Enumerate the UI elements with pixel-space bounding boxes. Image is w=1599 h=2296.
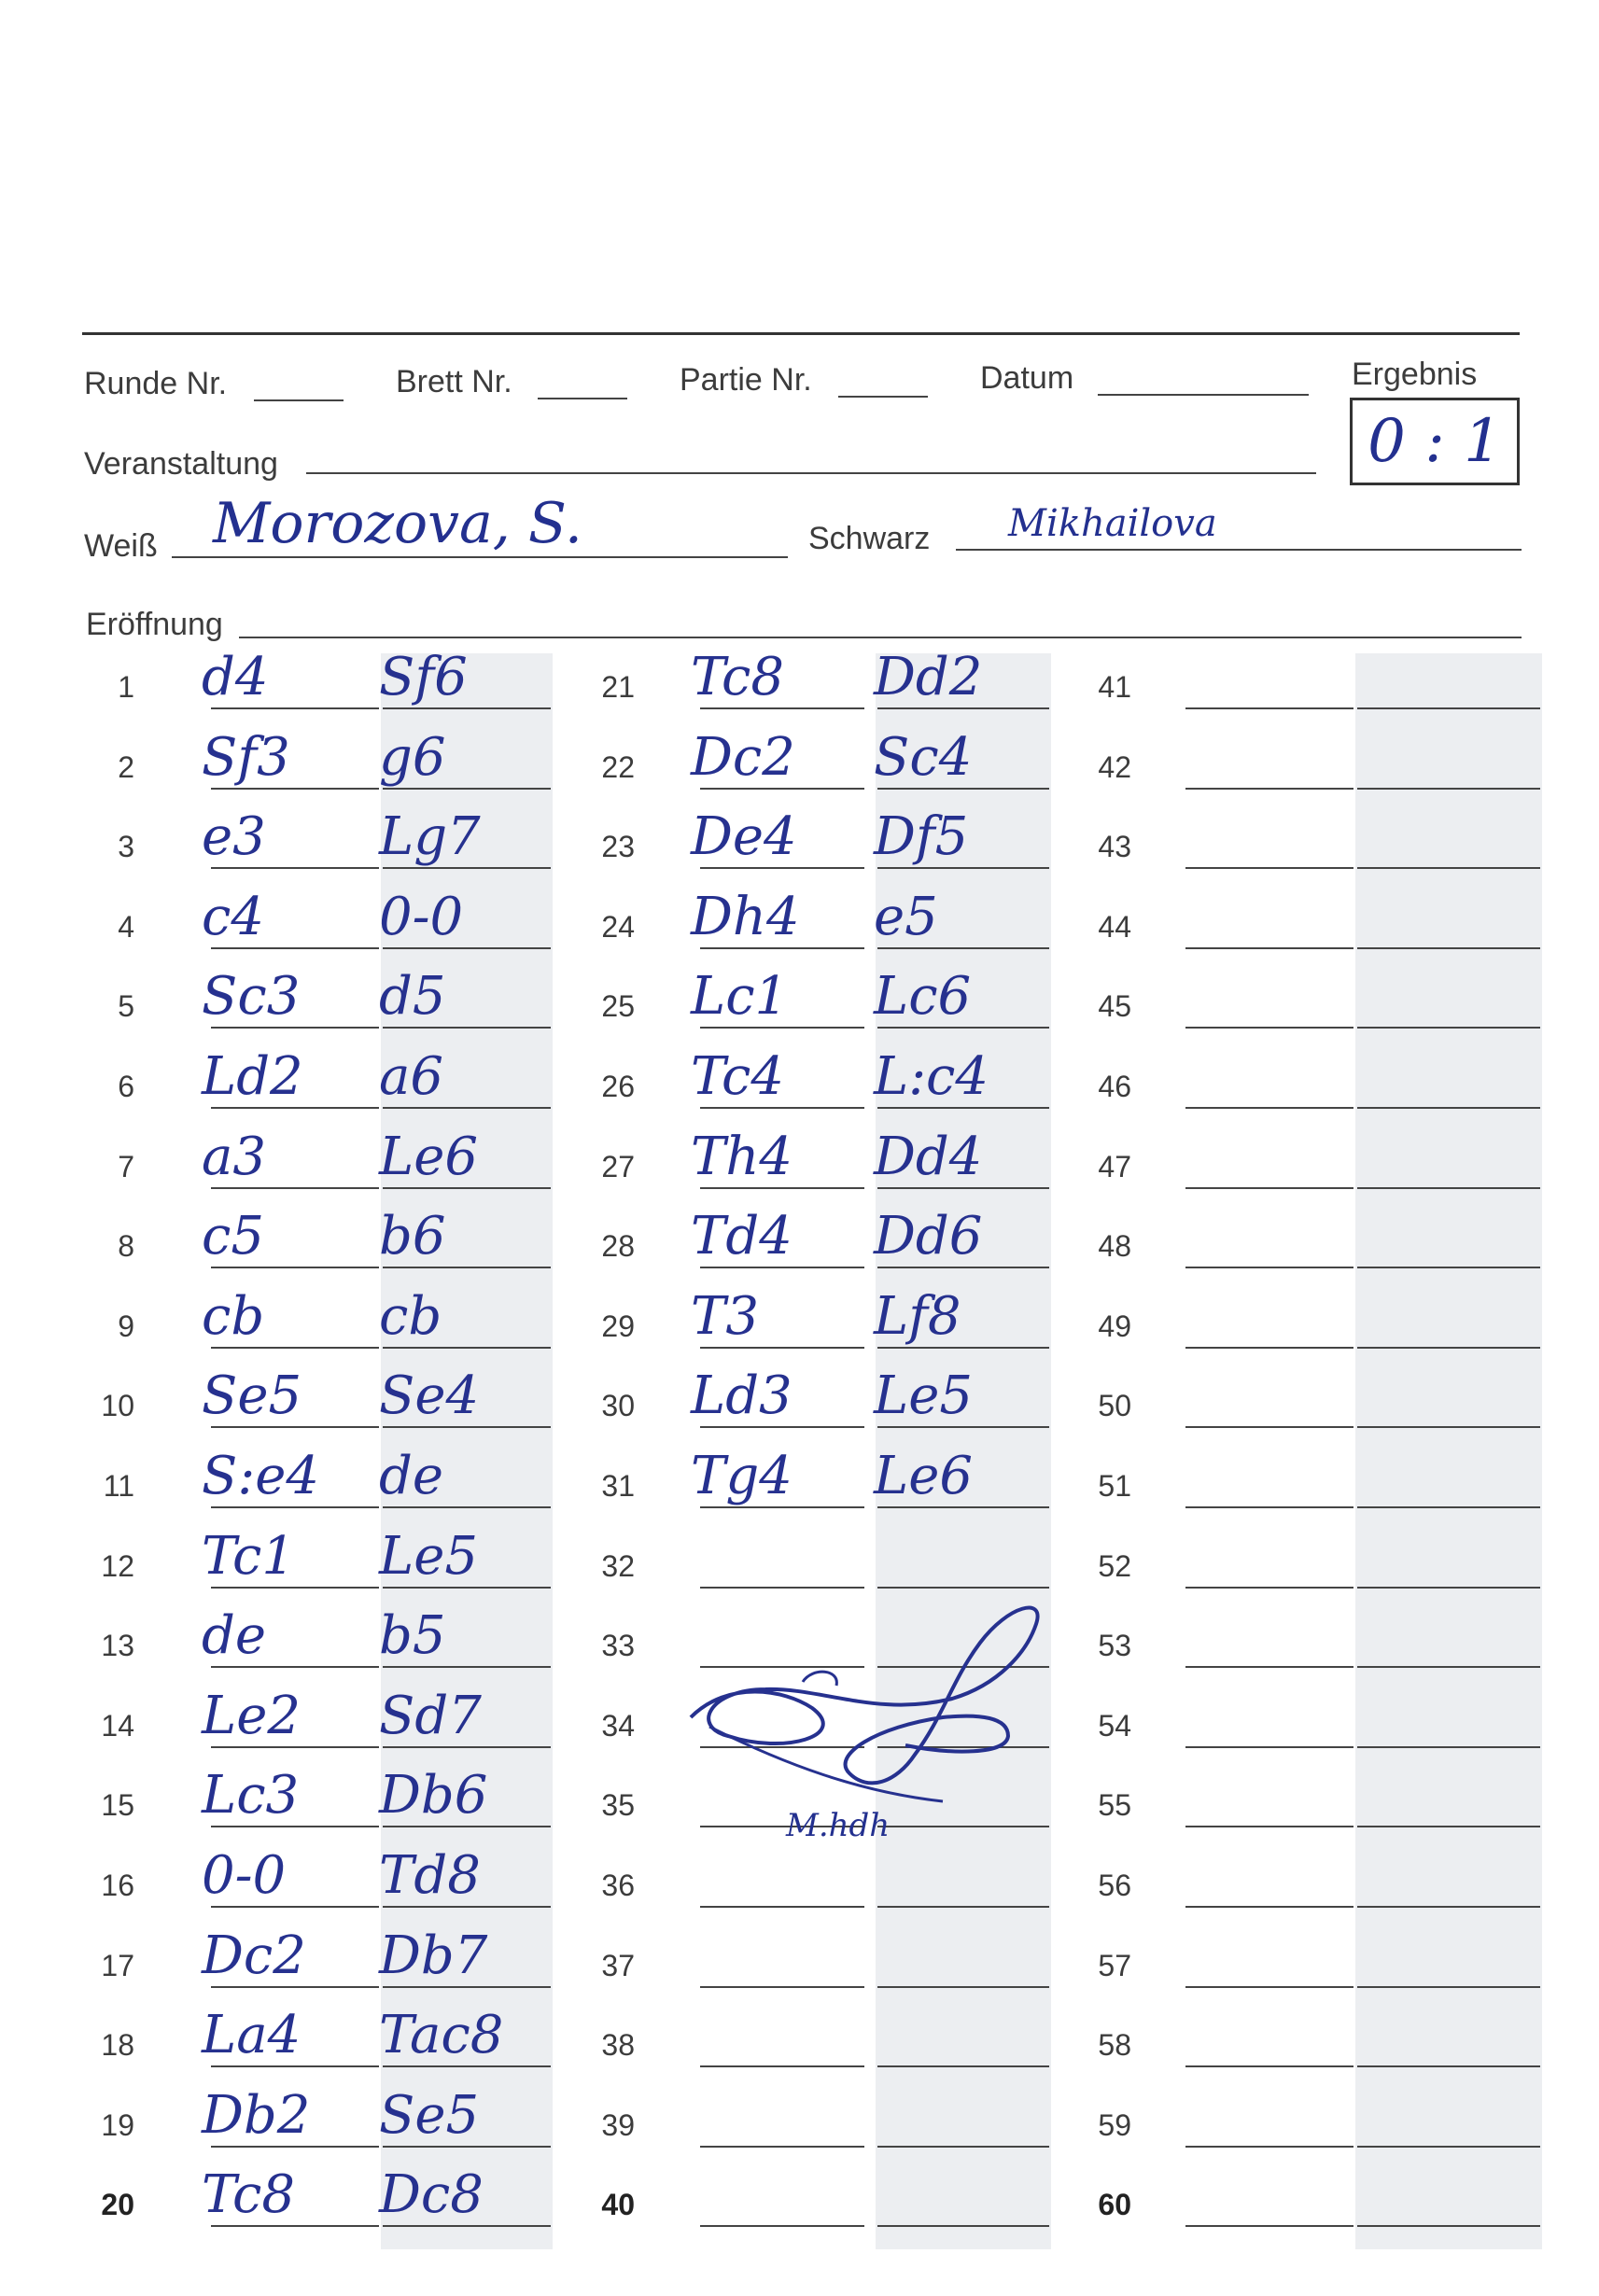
black-move-field[interactable]	[877, 1267, 1049, 1268]
black-move-field[interactable]	[877, 1986, 1049, 1988]
black-move-field[interactable]	[1357, 947, 1540, 949]
move-number: 12	[101, 1548, 134, 1583]
black-move-field[interactable]	[383, 2146, 551, 2148]
black-move-field[interactable]	[1357, 2146, 1540, 2148]
white-move-field[interactable]	[1185, 2146, 1354, 2148]
black-move-field[interactable]	[1357, 2065, 1540, 2067]
white-move-field[interactable]	[700, 707, 864, 709]
black-move-field[interactable]	[877, 1107, 1049, 1109]
white-move: Lc3	[202, 1765, 300, 1827]
move-number: 35	[601, 1788, 635, 1823]
move-number: 37	[601, 1948, 635, 1982]
white-move-field[interactable]	[211, 1986, 379, 1988]
black-move-field[interactable]	[1357, 1986, 1540, 1988]
signature-scribble	[672, 1577, 1064, 1820]
black-move-field[interactable]	[877, 1906, 1049, 1908]
white-move-field[interactable]	[1185, 1587, 1354, 1589]
black-move-field[interactable]	[1357, 1906, 1540, 1908]
white-move-field[interactable]	[1185, 1826, 1354, 1827]
black-move-field[interactable]	[1357, 1506, 1540, 1508]
black-move: Df5	[874, 806, 969, 868]
black-move-field[interactable]	[1357, 867, 1540, 869]
white-move: Sf3	[202, 726, 290, 788]
black-move: Db6	[379, 1765, 488, 1827]
black-move-field[interactable]	[383, 1826, 551, 1827]
move-number: 14	[101, 1708, 134, 1743]
move-number: 29	[601, 1309, 635, 1343]
white-move-field[interactable]	[700, 1426, 864, 1428]
white-move-field[interactable]	[1185, 2065, 1354, 2067]
move-number: 44	[1098, 909, 1131, 944]
black-move-field[interactable]	[383, 1267, 551, 1268]
black-move-field[interactable]	[1357, 1426, 1540, 1428]
black-move-field[interactable]	[383, 788, 551, 790]
black-move-field[interactable]	[1357, 1267, 1540, 1268]
black-move-field[interactable]	[1357, 1107, 1540, 1109]
move-number: 45	[1098, 989, 1131, 1024]
black-move: Le6	[379, 1126, 478, 1187]
black-move-field[interactable]	[1357, 1027, 1540, 1029]
black-move: L:c4	[874, 1046, 989, 1107]
move-number: 2	[118, 749, 134, 784]
white-move: Tc1	[202, 1525, 295, 1587]
white-move: Sc3	[202, 966, 301, 1028]
white-move-field[interactable]	[1185, 1426, 1354, 1428]
white-move-field[interactable]	[700, 2146, 864, 2148]
white-move: Ld2	[202, 1046, 303, 1107]
move-number: 42	[1098, 749, 1131, 784]
white-move-field[interactable]	[211, 1347, 379, 1349]
white-move: a3	[202, 1126, 267, 1187]
black-move-field[interactable]	[383, 1746, 551, 1748]
move-number: 11	[103, 1469, 134, 1503]
white-move-field[interactable]	[700, 867, 864, 869]
black-move-field[interactable]	[383, 1027, 551, 1029]
white-move-field[interactable]	[700, 1107, 864, 1109]
black-move-field[interactable]	[1357, 707, 1540, 709]
white-move-field[interactable]	[700, 1347, 864, 1349]
top-rule	[82, 332, 1520, 335]
white-move: T3	[691, 1285, 759, 1347]
black-move: Le5	[379, 1525, 478, 1587]
black-move: Dd2	[874, 647, 983, 707]
move-number: 40	[601, 2188, 635, 2222]
move-number: 16	[101, 1869, 134, 1902]
white-move-field[interactable]	[211, 1666, 379, 1668]
move-number: 21	[601, 670, 635, 704]
black-move-field[interactable]	[877, 1187, 1049, 1189]
move-number: 9	[118, 1309, 134, 1343]
move-number: 30	[601, 1389, 635, 1423]
white-move-field[interactable]	[211, 1027, 379, 1029]
move-number: 8	[118, 1229, 134, 1264]
white-move-field[interactable]	[211, 867, 379, 869]
white-move: De4	[691, 806, 797, 868]
black-move-field[interactable]	[383, 1187, 551, 1189]
black-move-field[interactable]	[877, 707, 1049, 709]
white-move: Dh4	[691, 886, 800, 947]
move-number: 33	[601, 1629, 635, 1663]
black-move: Tac8	[379, 2005, 504, 2066]
white-move: e3	[202, 806, 266, 868]
move-number: 18	[101, 2028, 134, 2063]
black-move-field[interactable]	[383, 947, 551, 949]
veranstaltung-field[interactable]	[306, 472, 1316, 474]
datum-field[interactable]	[1098, 394, 1309, 396]
white-move-field[interactable]	[1185, 1906, 1354, 1908]
black-move: Dd6	[874, 1206, 983, 1267]
black-move: a6	[379, 1046, 444, 1107]
move-number: 28	[601, 1229, 635, 1264]
move-number: 58	[1098, 2028, 1131, 2063]
schwarz-value: Mikhailova	[1008, 502, 1217, 545]
white-move: Db2	[202, 2084, 311, 2146]
white-move-field[interactable]	[1185, 1267, 1354, 1268]
black-move-field[interactable]	[1357, 788, 1540, 790]
white-move: Td4	[691, 1206, 792, 1267]
black-move-field[interactable]	[877, 2065, 1049, 2067]
white-move-field[interactable]	[700, 947, 864, 949]
black-move: Db7	[379, 1925, 488, 1986]
black-move-field[interactable]	[877, 947, 1049, 949]
white-move-field[interactable]	[700, 788, 864, 790]
white-move: d4	[202, 647, 269, 707]
white-move-field[interactable]	[1185, 2225, 1354, 2227]
black-move-field[interactable]	[877, 1027, 1049, 1029]
white-move-field[interactable]	[700, 1027, 864, 1029]
white-move-field[interactable]	[1185, 867, 1354, 869]
black-move-field[interactable]	[877, 867, 1049, 869]
move-number: 7	[118, 1149, 134, 1183]
white-move: Lc1	[691, 966, 789, 1028]
black-move: g6	[379, 726, 446, 788]
move-number: 27	[601, 1149, 635, 1183]
black-move: Lg7	[379, 806, 481, 868]
ergebnis-label: Ergebnis	[1352, 357, 1478, 392]
white-move: Tc8	[202, 2164, 295, 2226]
move-number: 55	[1098, 1788, 1131, 1823]
black-move-field[interactable]	[1357, 1746, 1540, 1748]
black-move-field[interactable]	[877, 2146, 1049, 2148]
schwarz-field[interactable]	[956, 549, 1522, 551]
move-number: 57	[1098, 1948, 1131, 1982]
move-number: 32	[601, 1548, 635, 1583]
eroeffnung-field[interactable]	[239, 637, 1522, 638]
black-move: e5	[874, 886, 938, 947]
move-number: 31	[601, 1469, 635, 1503]
black-move: Sf6	[379, 647, 468, 707]
move-number: 47	[1098, 1149, 1131, 1183]
white-move-field[interactable]	[211, 1906, 379, 1908]
black-move: Lf8	[874, 1285, 961, 1347]
white-move-field[interactable]	[1185, 707, 1354, 709]
black-move: Sd7	[379, 1685, 482, 1746]
white-move-field[interactable]	[1185, 1666, 1354, 1668]
datum-label: Datum	[980, 360, 1074, 396]
black-move-field[interactable]	[383, 2065, 551, 2067]
black-column-shade	[1355, 653, 1542, 2249]
black-move-field[interactable]	[1357, 1587, 1540, 1589]
move-number: 3	[118, 830, 134, 864]
move-number: 56	[1098, 1869, 1131, 1902]
move-number: 48	[1098, 1229, 1131, 1264]
white-move-field[interactable]	[700, 1986, 864, 1988]
move-number: 43	[1098, 830, 1131, 864]
runde-label: Runde Nr.	[84, 366, 228, 401]
black-move: d5	[379, 966, 446, 1028]
move-number: 4	[118, 909, 134, 944]
white-move-field[interactable]	[211, 1587, 379, 1589]
white-move-field[interactable]	[211, 1426, 379, 1428]
move-number: 50	[1098, 1389, 1131, 1423]
white-move-field[interactable]	[1185, 1506, 1354, 1508]
white-move: 0-0	[202, 1845, 287, 1906]
black-move: Se4	[379, 1365, 480, 1427]
black-move-field[interactable]	[383, 1107, 551, 1109]
white-move-field[interactable]	[211, 707, 379, 709]
move-number: 13	[101, 1629, 134, 1663]
white-move: La4	[202, 2005, 302, 2066]
white-move-field[interactable]	[211, 2065, 379, 2067]
white-move-field[interactable]	[211, 947, 379, 949]
black-move-field[interactable]	[383, 2225, 551, 2227]
black-move: cb	[379, 1285, 442, 1347]
black-move-field[interactable]	[1357, 1826, 1540, 1827]
white-move-field[interactable]	[211, 1267, 379, 1268]
black-move-field[interactable]	[1357, 1187, 1540, 1189]
white-move-field[interactable]	[700, 1187, 864, 1189]
white-move: Le2	[202, 1685, 301, 1746]
weiss-field[interactable]	[172, 556, 788, 558]
white-move-field[interactable]	[211, 2225, 379, 2227]
white-move: c4	[202, 886, 264, 947]
black-move-field[interactable]	[383, 1506, 551, 1508]
white-move-field[interactable]	[700, 1506, 864, 1508]
black-move-field[interactable]	[383, 1347, 551, 1349]
black-move: Sc4	[874, 726, 973, 788]
white-move-field[interactable]	[211, 1107, 379, 1109]
white-move-field[interactable]	[1185, 788, 1354, 790]
move-number: 59	[1098, 2107, 1131, 2142]
white-move: Th4	[691, 1126, 793, 1187]
ergebnis-box[interactable]	[1350, 398, 1520, 485]
veranstaltung-label: Veranstaltung	[84, 446, 278, 482]
move-number: 24	[601, 909, 635, 944]
white-move-field[interactable]	[1185, 1986, 1354, 1988]
white-move: Dc2	[202, 1925, 306, 1986]
black-move: Dd4	[874, 1126, 983, 1187]
move-number: 52	[1098, 1548, 1131, 1583]
black-move-field[interactable]	[877, 1506, 1049, 1508]
brett-label: Brett Nr.	[396, 364, 512, 399]
white-move-field[interactable]	[211, 1506, 379, 1508]
white-move: Tc4	[691, 1046, 784, 1107]
black-move-field[interactable]	[383, 1906, 551, 1908]
white-move: cb	[202, 1285, 265, 1347]
move-number: 39	[601, 2107, 635, 2142]
black-move: Le6	[874, 1446, 973, 1506]
black-move: Td8	[379, 1845, 481, 1906]
white-move: Ld3	[691, 1365, 792, 1427]
white-move-field[interactable]	[1185, 947, 1354, 949]
black-move-field[interactable]	[383, 1986, 551, 1988]
runde-field[interactable]	[254, 399, 344, 401]
black-move-field[interactable]	[1357, 1666, 1540, 1668]
white-move: de	[202, 1605, 266, 1667]
partie-label: Partie Nr.	[680, 362, 812, 398]
move-number: 46	[1098, 1070, 1131, 1103]
black-move: Lc6	[874, 966, 972, 1028]
move-number: 38	[601, 2028, 635, 2063]
move-number: 15	[101, 1788, 134, 1823]
move-number: 60	[1098, 2188, 1131, 2222]
white-move: c5	[202, 1206, 264, 1267]
partie-field[interactable]	[838, 396, 928, 398]
schwarz-label: Schwarz	[808, 521, 931, 556]
eroeffnung-label: Eröffnung	[86, 607, 223, 642]
move-number: 36	[601, 1869, 635, 1902]
move-number: 26	[601, 1070, 635, 1103]
white-move-field[interactable]	[700, 2065, 864, 2067]
move-number: 22	[601, 749, 635, 784]
black-move: Le5	[874, 1365, 973, 1427]
move-number: 23	[601, 830, 635, 864]
black-move-field[interactable]	[877, 788, 1049, 790]
black-move-field[interactable]	[877, 1426, 1049, 1428]
black-move: Se5	[379, 2084, 480, 2146]
white-move: Dc2	[691, 726, 795, 788]
white-move-field[interactable]	[211, 1187, 379, 1189]
black-move-field[interactable]	[1357, 1347, 1540, 1349]
brett-field[interactable]	[538, 398, 627, 399]
black-move-field[interactable]	[383, 867, 551, 869]
black-move: b6	[379, 1206, 446, 1267]
ergebnis-value: 0 : 1	[1368, 407, 1502, 476]
black-move-field[interactable]	[383, 1587, 551, 1589]
weiss-value: Morozova, S.	[213, 491, 582, 556]
move-number: 41	[1098, 670, 1131, 704]
move-number: 53	[1098, 1629, 1131, 1663]
move-number: 5	[118, 989, 134, 1024]
white-move-field[interactable]	[1185, 1187, 1354, 1189]
black-move-field[interactable]	[383, 707, 551, 709]
move-number: 20	[101, 2188, 134, 2222]
black-move-field[interactable]	[877, 1347, 1049, 1349]
move-number: 25	[601, 989, 635, 1024]
move-number: 49	[1098, 1309, 1131, 1343]
move-number: 10	[101, 1389, 134, 1423]
black-move: b5	[379, 1605, 446, 1667]
white-move-field[interactable]	[211, 788, 379, 790]
weiss-label: Weiß	[84, 528, 158, 564]
signature-small: M.hdh	[786, 1807, 891, 1844]
black-move-field[interactable]	[383, 1666, 551, 1668]
white-move-field[interactable]	[1185, 1027, 1354, 1029]
black-move-field[interactable]	[383, 1426, 551, 1428]
white-move-field[interactable]	[1185, 1746, 1354, 1748]
move-number: 54	[1098, 1708, 1131, 1743]
black-move: 0-0	[379, 886, 464, 947]
white-move: Se5	[202, 1365, 302, 1427]
white-move-field[interactable]	[700, 1267, 864, 1268]
move-number: 34	[601, 1708, 635, 1743]
white-move-field[interactable]	[700, 1906, 864, 1908]
black-move-field[interactable]	[1357, 2225, 1540, 2227]
white-move: Tg4	[691, 1446, 792, 1506]
white-move-field[interactable]	[211, 1746, 379, 1748]
white-move-field[interactable]	[211, 1826, 379, 1827]
white-move-field[interactable]	[1185, 1347, 1354, 1349]
black-move-field[interactable]	[877, 2225, 1049, 2227]
black-move: de	[379, 1446, 443, 1506]
black-move: Dc8	[379, 2164, 484, 2226]
white-move: Tc8	[691, 647, 784, 707]
black-move-field[interactable]	[877, 1826, 1049, 1827]
move-number: 1	[118, 670, 134, 704]
white-move-field[interactable]	[211, 2146, 379, 2148]
white-move-field[interactable]	[700, 2225, 864, 2227]
white-move: S:e4	[202, 1446, 319, 1506]
move-number: 19	[101, 2107, 134, 2142]
move-number: 51	[1098, 1469, 1131, 1503]
move-number: 17	[101, 1948, 134, 1982]
white-move-field[interactable]	[1185, 1107, 1354, 1109]
move-number: 6	[118, 1070, 134, 1103]
